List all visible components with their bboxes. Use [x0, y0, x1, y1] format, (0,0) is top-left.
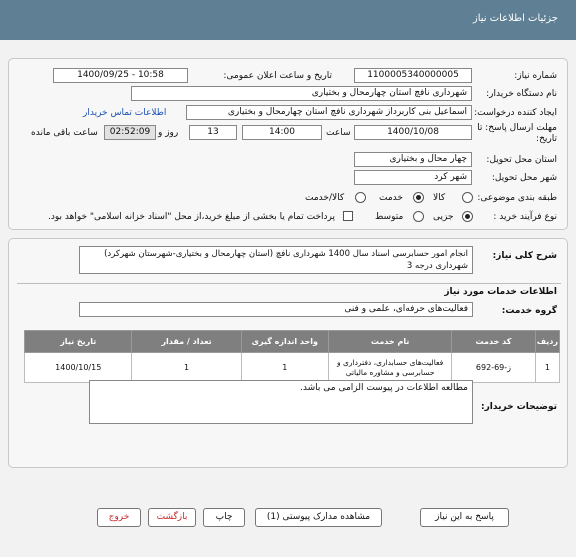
- divider: [17, 283, 561, 284]
- col-service-name: نام خدمت: [329, 331, 452, 353]
- creator-field: اسماعیل بنی کاربرداز شهرداری نافچ استان چهارمحال و بختیاری: [186, 105, 472, 120]
- col-service-code: کد خدمت: [452, 331, 536, 353]
- table-header-row: [25, 331, 560, 353]
- category-goods-label: کالا: [433, 193, 446, 203]
- purchase-medium-label: متوسط: [375, 212, 404, 222]
- service-name-cell: فعالیت‌های حسابداری، دفترداری و حسابرسی و مشاوره مالیاتی: [329, 353, 452, 383]
- category-service-radio[interactable]: [413, 192, 424, 203]
- row-number-cell: 1: [535, 353, 559, 383]
- service-group-label: گروه خدمت:: [501, 306, 557, 316]
- deadline-time-label: ساعت: [326, 128, 351, 138]
- need-number-label: شماره نیاز:: [514, 71, 557, 81]
- col-unit: واحد اندازه گیری: [241, 331, 328, 353]
- province-label: استان محل تحویل:: [486, 155, 557, 165]
- need-date-cell: 1400/10/15: [25, 353, 132, 383]
- col-need-date: تاریخ نیاز: [25, 331, 132, 353]
- service-group-field: فعالیت‌های حرفه‌ای، علمی و فنی: [79, 302, 473, 317]
- purchase-partial-radio[interactable]: [462, 211, 473, 222]
- description-label: شرح کلی نیاز:: [492, 251, 557, 261]
- deadline-time-field: 14:00: [242, 125, 322, 140]
- services-section-title: اطلاعات خدمات مورد نیاز: [444, 287, 557, 297]
- creator-label: ایجاد کننده درخواست:: [474, 108, 557, 118]
- description-line-1: انجام امور حسابرسی اسناد سال 1400 شهرداری نافچ (استان چهارمحال و بختیاری-شهرستان شهرکرد): [104, 249, 468, 259]
- category-goods-service-radio[interactable]: [355, 192, 366, 203]
- deadline-label: مهلت ارسال پاسخ: تا: [477, 123, 557, 133]
- deadline-date-label: تاریخ:: [536, 134, 557, 144]
- treasury-bonds-checkbox[interactable]: [343, 211, 353, 221]
- unit-cell: 1: [241, 353, 328, 383]
- city-label: شهر محل تحویل:: [491, 173, 557, 183]
- purchase-partial-label: جزیی: [433, 212, 454, 222]
- city-field: شهر کرد: [354, 170, 472, 185]
- view-attachments-button[interactable]: مشاهده مدارک پیوستی (1): [255, 508, 382, 527]
- category-label: طبقه بندی موضوعی:: [477, 193, 557, 203]
- need-info-panel: [8, 58, 568, 230]
- back-button[interactable]: بازگشت: [148, 508, 196, 527]
- reply-button[interactable]: پاسخ به این نیاز: [420, 508, 509, 527]
- buyer-name-field: شهرداری نافچ استان چهارمحال و بختیاری: [131, 86, 472, 101]
- remaining-time-label: ساعت باقی مانده: [31, 128, 98, 138]
- buyer-contact-link[interactable]: اطلاعات تماس خریدار: [83, 108, 167, 118]
- announce-date-field: 1400/09/25 - 10:58: [53, 68, 188, 83]
- payment-note: پرداخت تمام یا بخشی از مبلغ خرید،از محل "اسناد خزانه اسلامی" خواهد بود.: [47, 212, 335, 222]
- description-box: [79, 246, 473, 274]
- announce-date-label: تاریخ و ساعت اعلان عمومی:: [223, 71, 332, 81]
- page-title: جزئیات اطلاعات نیاز: [472, 13, 558, 24]
- services-table: [24, 330, 560, 383]
- category-goods-radio[interactable]: [462, 192, 473, 203]
- category-goods-service-label: کالا/خدمت: [305, 193, 345, 203]
- service-code-cell: ز-69-692: [452, 353, 536, 383]
- days-label: روز و: [158, 128, 179, 138]
- category-service-label: خدمت: [379, 193, 403, 203]
- purchase-type-label: نوع فرآیند خرید :: [493, 212, 557, 222]
- need-details-panel: [8, 238, 568, 468]
- purchase-medium-radio[interactable]: [413, 211, 424, 222]
- need-number-field: 1100005340000005: [354, 68, 472, 83]
- buyer-name-label: نام دستگاه خریدار:: [486, 89, 557, 99]
- buyer-notes-box: [89, 380, 473, 424]
- quantity-cell: 1: [132, 353, 241, 383]
- col-quantity: تعداد / مقدار: [132, 331, 241, 353]
- print-button[interactable]: چاپ: [203, 508, 245, 527]
- buyer-notes-label: توضیحات خریدار:: [481, 402, 557, 412]
- deadline-date-field: 1400/10/08: [354, 125, 472, 140]
- buyer-notes-text: مطالعه اطلاعات در پیوست الزامی می باشد.: [300, 383, 468, 393]
- col-row-number: ردیف: [535, 331, 559, 353]
- remaining-time-field: 02:52:09: [104, 125, 156, 140]
- description-line-2: شهرداری درجه 3: [406, 261, 468, 271]
- province-field: چهار محال و بختیاری: [354, 152, 472, 167]
- days-field: 13: [189, 125, 237, 140]
- page-header: [0, 0, 576, 40]
- exit-button[interactable]: خروج: [97, 508, 141, 527]
- table-row: [25, 353, 560, 383]
